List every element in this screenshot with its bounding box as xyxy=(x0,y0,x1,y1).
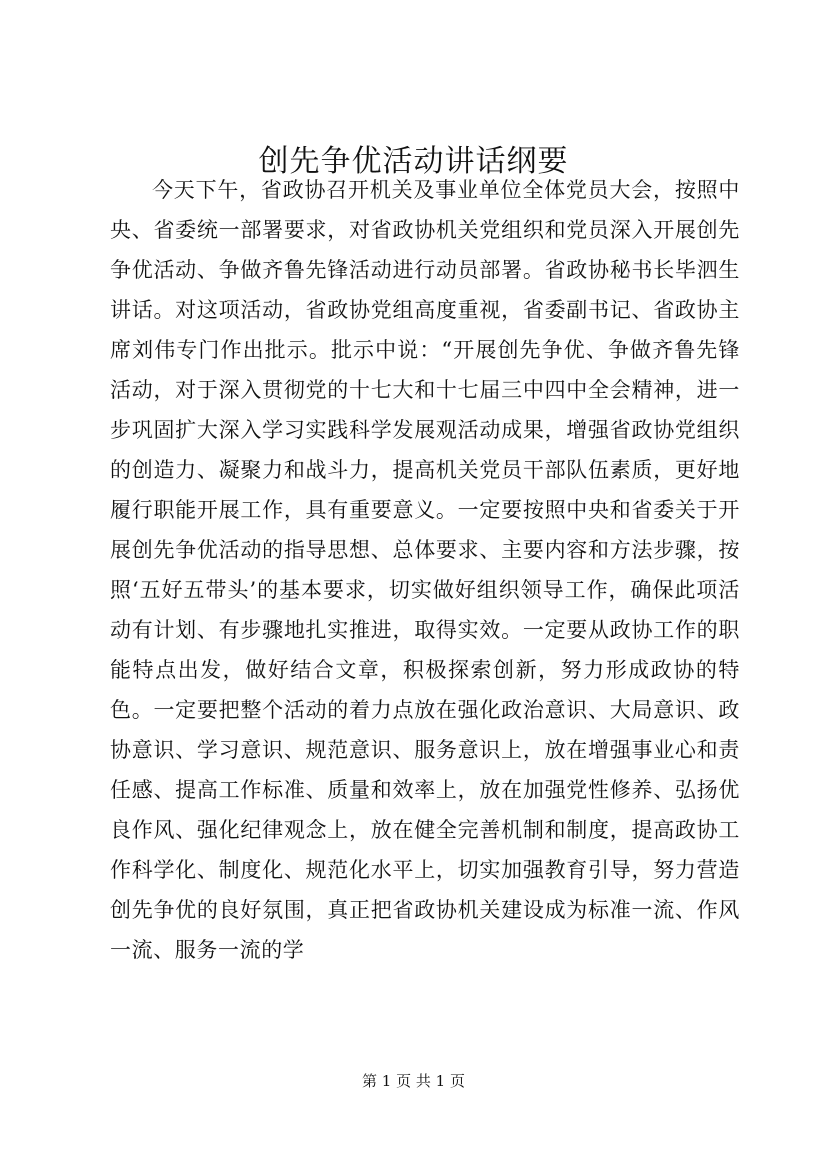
page-number-footer: 第 1 页 共 1 页 xyxy=(362,1072,465,1090)
body-paragraph: 今天下午，省政协召开机关及事业单位全体党员大会，按照中央、省委统一部署要求，对省政协机关党组织和党员深入开展创先争优活动、争做齐鲁先锋活动进行动员部署。省政协秘书长毕泗生讲话。对这项活动，省政协党组高度重视，省委副书记、省政协主席刘伟专门作出批示。批示中说：“开展创先争优、争做齐鲁先锋活动，对于深入贯彻党的十七大和十七届三中四中全会精神，进一步巩固扩大深入学习实践科学发展观活动成果，增强省政协党组织的创造力、凝聚力和战斗力，提高机关党员干部队伍素质，更好地履行职能开展工作，具有重要意义。一定要按照中央和省委关于开展创先争优活动的指导思想、总体要求、主要内容和方法步骤，按照‘五好五带头’的基本要求，切实做好组织领导工作，确保此项活动有计划、有步骤地扎实推进，取得实效。一定要从政协工作的职能特点出发，做好结合文章，积极探索创新，努力形成政协的特色。一定要把整个活动的着力点放在强化政治意识、大局意识、政协意识、学习意识、规范意识、服务意识上，放在增强事业心和责任感、提高工作标准、质量和效率上，放在加强党性修养、弘扬优良作风、强化纪律观念上，放在健全完善机制和制度，提高政协工作科学化、制度化、规范化水平上，切实加强教育引导，努力营造创先争优的良好氛围，真正把省政协机关建设成为标准一流、作风一流、服务一流的学 xyxy=(110,178,740,962)
document-title: 创先争优活动讲话纲要 xyxy=(258,144,569,179)
